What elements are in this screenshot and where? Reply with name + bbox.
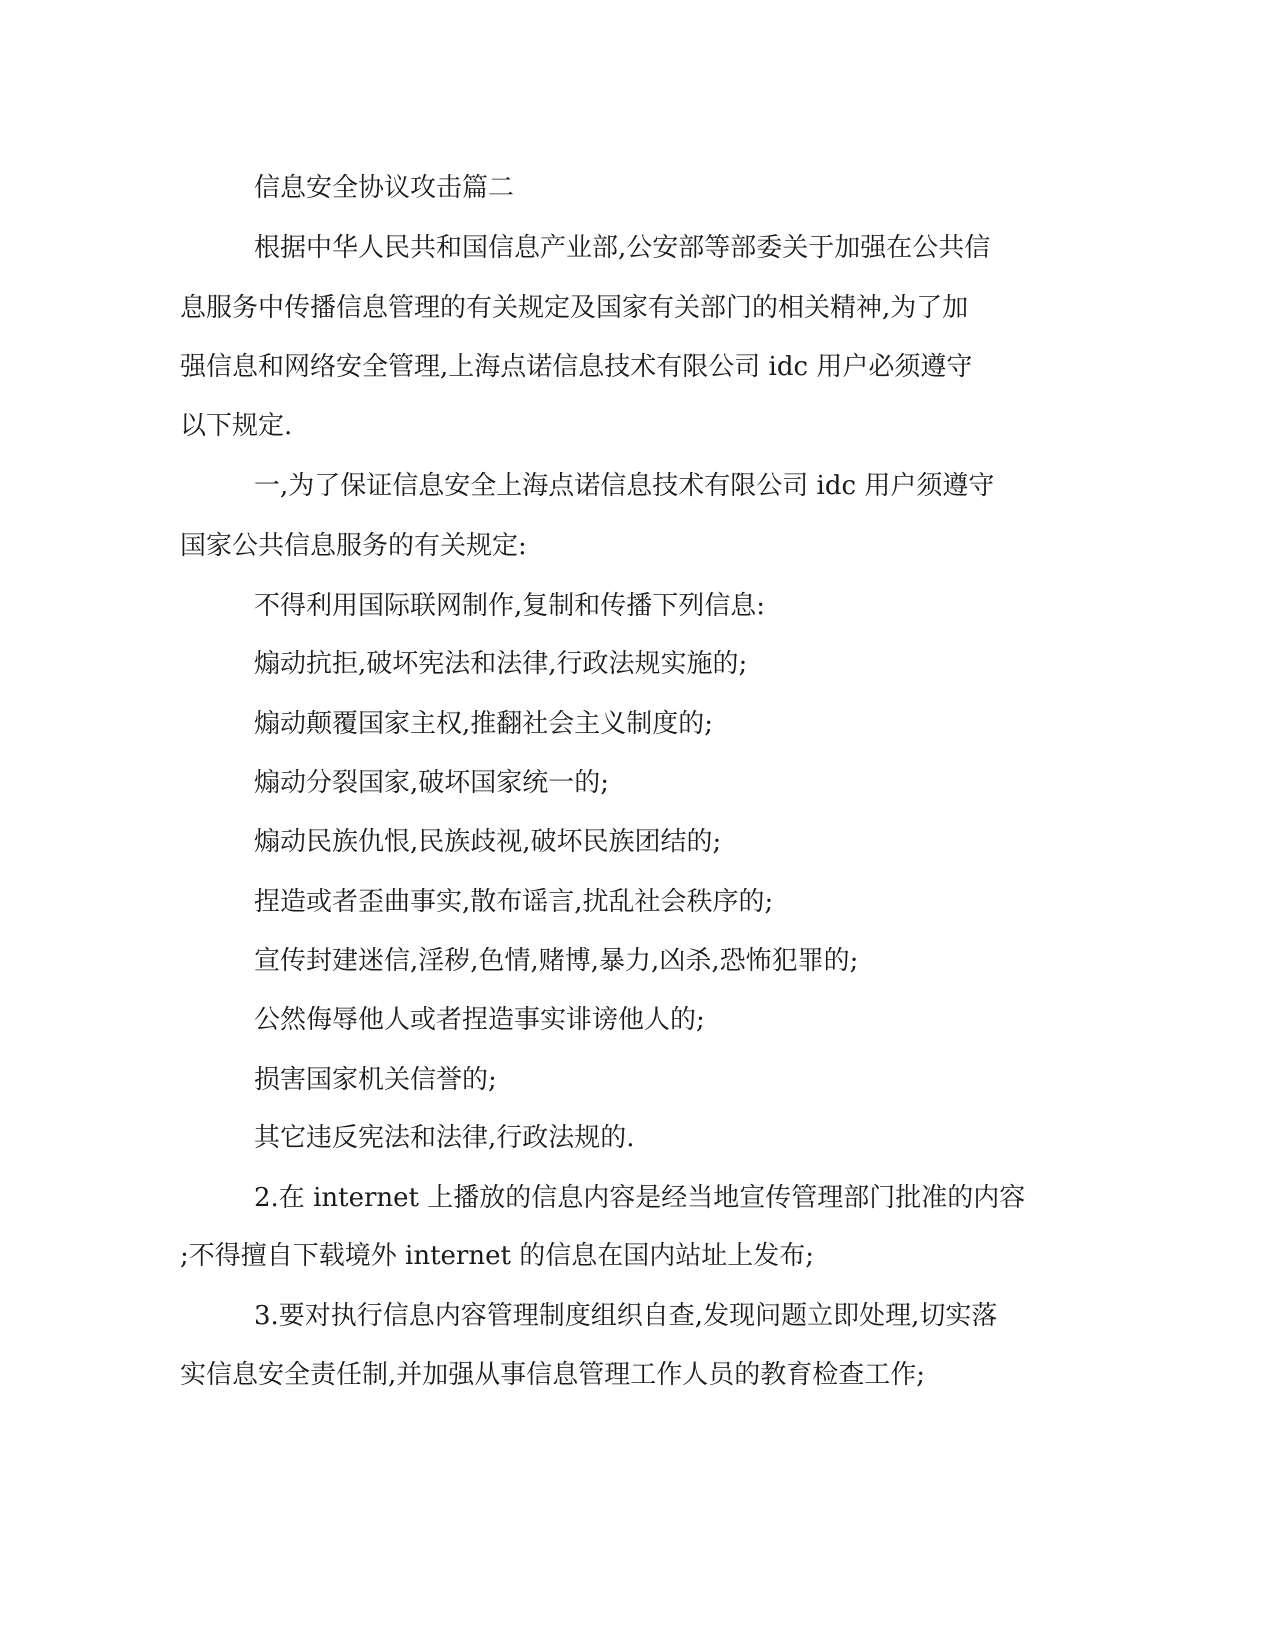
paragraph-1-line-2: 息服务中传播信息管理的有关规定及国家有关部门的相关精神,为了加 [180, 293, 969, 323]
paragraph-1-line-3: 强信息和网络安全管理,上海点诺信息技术有限公司 idc 用户必须遵守 [180, 352, 973, 382]
paragraph-2-line-2: 国家公共信息服务的有关规定: [180, 531, 527, 561]
list-item: 其它违反宪法和法律,行政法规的. [254, 1123, 635, 1153]
list-item: 煽动抗拒,破坏宪法和法律,行政法规实施的; [254, 649, 748, 679]
list-item: 捏造或者歪曲事实,散布谣言,扰乱社会秩序的; [254, 887, 774, 917]
list-item: 煽动分裂国家,破坏国家统一的; [254, 768, 610, 798]
list-item: 煽动民族仇恨,民族歧视,破坏民族团结的; [254, 827, 722, 857]
list-item: 损害国家机关信誉的; [254, 1065, 497, 1095]
paragraph-1-line-4: 以下规定. [180, 411, 293, 441]
list-item: 宣传封建迷信,淫秽,色情,赌博,暴力,凶杀,恐怖犯罪的; [254, 946, 859, 976]
paragraph-1-line-1: 根据中华人民共和国信息产业部,公安部等部委关于加强在公共信 [254, 233, 991, 263]
document-title: 信息安全协议攻击篇二 [254, 173, 515, 203]
list-item: 煽动颠覆国家主权,推翻社会主义制度的; [254, 709, 714, 739]
list-intro: 不得利用国际联网制作,复制和传播下列信息: [254, 591, 766, 621]
paragraph-3-line-2: ;不得擅自下载境外 internet 的信息在国内站址上发布; [180, 1241, 814, 1271]
paragraph-4-line-1: 3.要对执行信息内容管理制度组织自查,发现问题立即处理,切实落 [254, 1301, 998, 1331]
paragraph-3-line-1: 2.在 internet 上播放的信息内容是经当地宣传管理部门批准的内容 [254, 1183, 1026, 1213]
paragraph-2-line-1: 一,为了保证信息安全上海点诺信息技术有限公司 idc 用户须遵守 [254, 471, 995, 501]
list-item: 公然侮辱他人或者捏造事实诽谤他人的; [254, 1005, 705, 1035]
paragraph-4-line-2: 实信息安全责任制,并加强从事信息管理工作人员的教育检查工作; [180, 1360, 926, 1390]
